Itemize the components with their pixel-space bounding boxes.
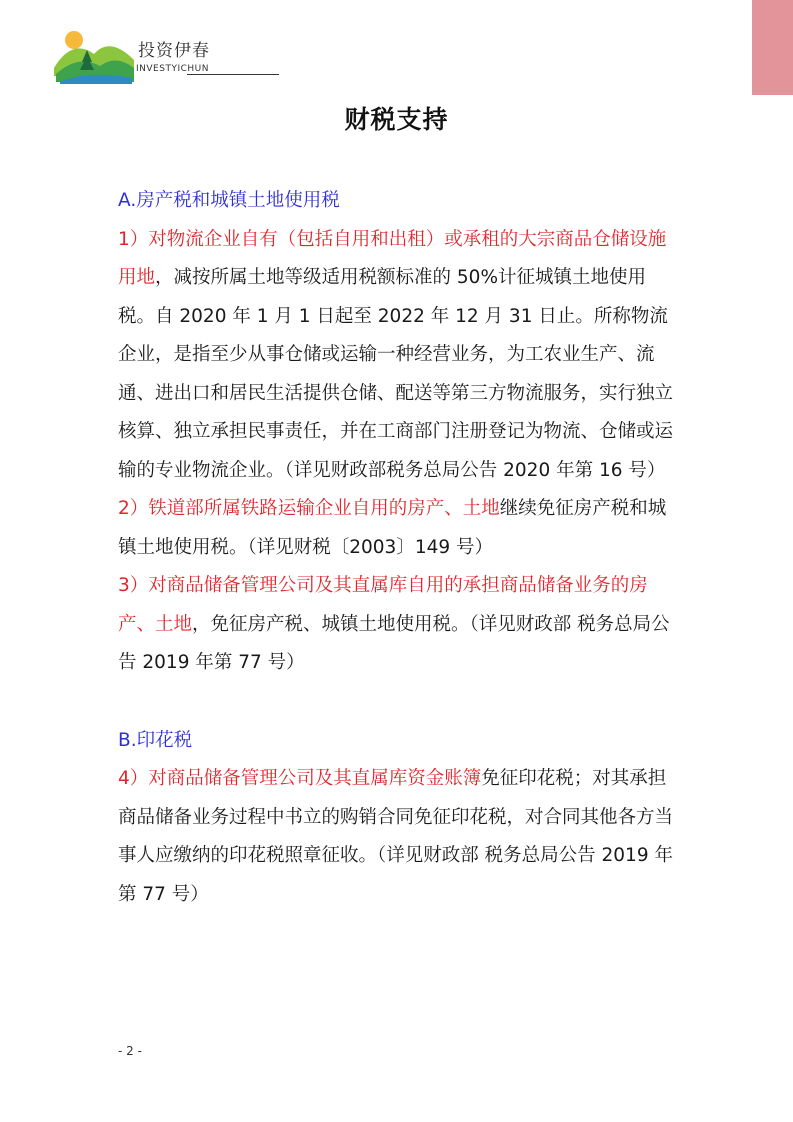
investyichun-logo [52, 24, 136, 86]
item-1-text: ，减按所属土地等级适用税额标准的 50%计征城镇土地使用税。自 2020 年 1 月 1 日起至 2022 年 12 月 31 日止。所称物流企业，是指至少从事仓储或运输一种经营业务，为工农业生产、流通、进出口和居民生活提供仓储、配送等第三方物流服务，实行独立核算、独立承担民事责任，并在工商部门注册登记为物流、仓储或运输的专业物流企业。（详见财政部税务总局公告 2020 年第 16 号） [118, 267, 674, 481]
item-2-highlight: 2）铁道部所属铁路运输企业自用的房产、土地 [118, 498, 500, 519]
section-b-heading: B.印花税 [118, 729, 193, 751]
brand-name-cn: 投资伊春 [138, 41, 210, 61]
item-4-text: 免征印花税；对其承担商品储备业务过程中书立的购销合同免征印花税，对合同其他各方当事人应缴纳的印花税照章征收。（详见财政部 税务总局公告 2019 年第 77 号） [118, 768, 674, 905]
brand-name-en: INVESTYICHUN [136, 64, 209, 74]
document-body [118, 182, 678, 914]
item-4-highlight: 4）对商品储备管理公司及其直属库资金账簿 [118, 768, 482, 789]
item-3-paragraph [118, 567, 678, 683]
item-4-paragraph [118, 760, 678, 914]
corner-tab-decoration [752, 0, 793, 95]
item-3-text: ，免征房产税、城镇土地使用税。（详见财政部 税务总局公告 2019 年第 77 号） [118, 613, 670, 673]
item-1-highlight: 1）对物流企业自有（包括自用和出租）或承租的大宗商品仓储设施用地 [118, 228, 667, 288]
item-2-text: 继续免征房产税和城镇土地使用税。（详见财税〔2003〕149 号） [118, 498, 667, 558]
item-3-highlight: 3）对商品储备管理公司及其直属库自用的承担商品储备业务的房产、土地 [118, 575, 648, 635]
brand-underline [187, 74, 279, 75]
page-number: - 2 - [118, 1044, 142, 1058]
item-2-paragraph [118, 490, 678, 567]
section-gap [118, 683, 678, 722]
page-title: 财税支持 [344, 105, 449, 134]
section-a-heading: A.房产税和城镇土地使用税 [118, 190, 340, 211]
item-1-paragraph [118, 221, 678, 491]
